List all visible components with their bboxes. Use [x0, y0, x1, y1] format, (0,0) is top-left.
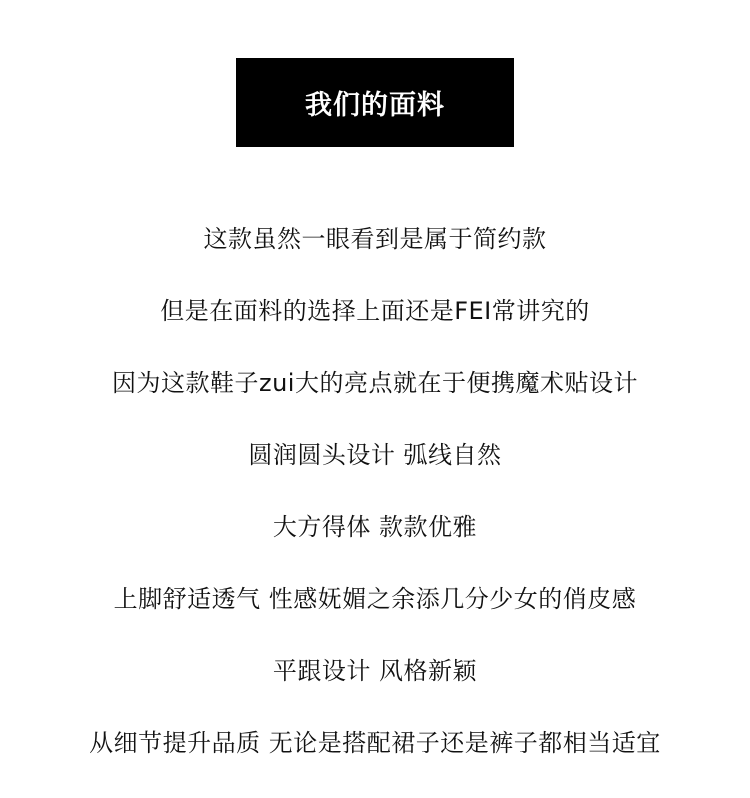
description-line: 平跟设计 风格新颖: [272, 657, 478, 685]
description-line: 从细节提升品质 无论是搭配裙子还是裤子都相当适宜: [89, 729, 661, 757]
description-line: 但是在面料的选择上面还是FEI常讲究的: [160, 297, 590, 325]
description-line: 上脚舒适透气 性感妩媚之余添几分少女的俏皮感: [113, 585, 637, 613]
page-title: 我们的面料: [305, 90, 445, 121]
description-line: 大方得体 款款优雅: [272, 513, 478, 541]
description-line: 这款虽然一眼看到是属于简约款: [203, 225, 547, 253]
description-line: 圆润圆头设计 弧线自然: [248, 441, 502, 469]
description-line: 因为这款鞋子zui大的亮点就在于便携魔术贴设计: [112, 369, 638, 397]
